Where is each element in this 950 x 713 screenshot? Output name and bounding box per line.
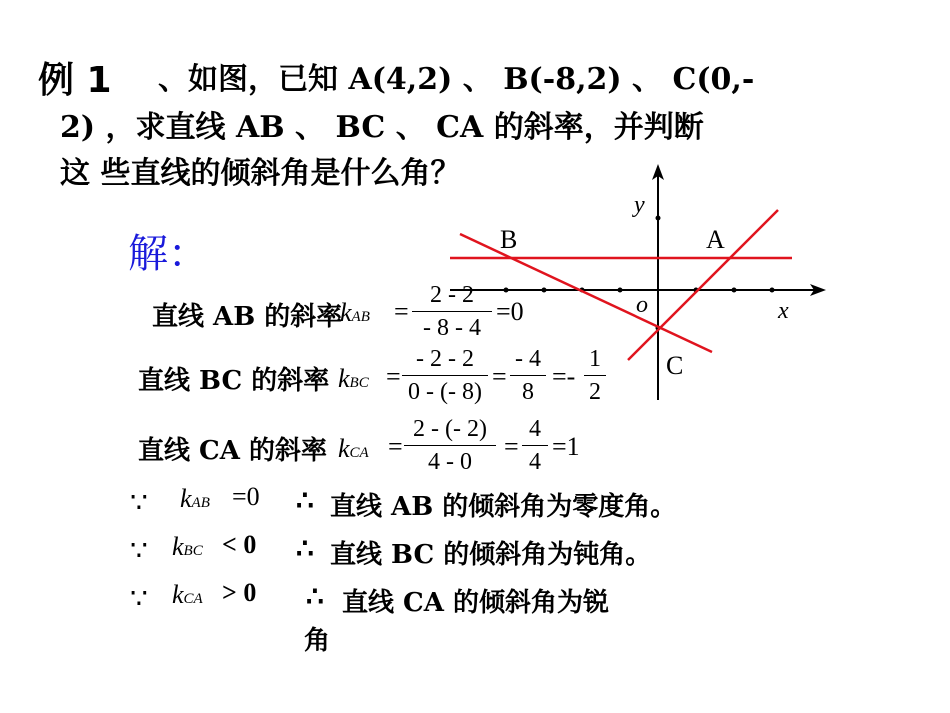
therefore-symbol-3: ∴ — [306, 580, 324, 613]
slope-bc-fraction-2 — [510, 344, 546, 407]
slope-bc-fraction-1 — [402, 344, 488, 407]
slope-bc-numerator-1: - 2 - 2 — [416, 346, 474, 372]
slope-bc-denominator-2: 8 — [522, 379, 534, 405]
slope-bc-equals-3: =- — [552, 362, 576, 391]
slope-ca-denominator-2: 4 — [529, 449, 541, 475]
point-b-label: B — [500, 225, 518, 254]
slope-bc-equals-2: = — [492, 362, 507, 391]
slope-bc-denominator-1: 0 - (- 8) — [408, 379, 482, 405]
slope-ab-denominator: - 8 - 4 — [423, 315, 481, 341]
slope-bc-fraction-3 — [584, 344, 606, 407]
slope-bc-numerator-3: 1 — [589, 346, 601, 372]
slope-ca-numerator-1: 2 - (- 2) — [413, 416, 487, 442]
slope-bc-equals: = — [386, 362, 401, 391]
slope-bc-denominator-3: 2 — [589, 379, 601, 405]
conclusion-3-relation: > 0 — [222, 578, 257, 607]
slope-bc-k: kBC — [338, 364, 369, 393]
point-c-label: C — [666, 351, 684, 380]
conclusion-3-text: 直线 CA 的倾斜角为锐 — [342, 588, 609, 618]
conclusion-1-k: kAB — [180, 484, 210, 513]
y-axis-label: y — [634, 192, 645, 218]
conclusion-2-k: kBC — [172, 532, 203, 561]
solution-label: 解： — [128, 231, 208, 277]
line-bc — [460, 234, 712, 352]
slope-ca-denominator-1: 4 - 0 — [428, 449, 472, 475]
slope-ab-equals: = — [394, 297, 409, 326]
because-symbol-2: ∵ — [130, 534, 148, 567]
problem-line-2: 2) ，求直线 AB 、 BC 、 CA 的斜率，并判断 — [60, 110, 704, 145]
slope-ab-label: 直线 AB 的斜率 — [152, 302, 343, 332]
slope-ca-k: kCA — [338, 434, 369, 463]
conclusion-2-text: 直线 BC 的倾斜角为钝角。 — [330, 540, 652, 570]
conclusion-3-k: kCA — [172, 580, 203, 609]
slope-bc-label: 直线 BC 的斜率 — [138, 366, 330, 396]
slope-ca-fraction-2 — [522, 414, 548, 477]
slope-ab-numerator: 2 - 2 — [430, 282, 474, 308]
conclusion-2-relation: < 0 — [222, 530, 257, 559]
therefore-symbol-2: ∴ — [296, 532, 314, 565]
slope-ca-numerator-2: 4 — [529, 416, 541, 442]
problem-line-1: 、如图，已知 A(4,2) 、 B(-8,2) 、 C(0,- — [158, 62, 755, 97]
conclusion-1-text: 直线 AB 的倾斜角为零度角。 — [330, 492, 677, 522]
slope-ca-result: =1 — [552, 432, 580, 461]
slope-bc-numerator-2: - 4 — [515, 346, 541, 372]
slope-ab-k: kAB — [340, 298, 370, 327]
conclusion-1-relation: =0 — [232, 482, 260, 511]
slope-ca-fraction-1 — [404, 414, 496, 477]
x-axis-label: x — [778, 298, 789, 324]
slope-ca-equals: = — [388, 432, 403, 461]
origin-label: o — [636, 292, 648, 318]
line-ca — [628, 210, 778, 360]
slope-ca-label: 直线 CA 的斜率 — [138, 436, 327, 466]
therefore-symbol-1: ∴ — [296, 484, 314, 517]
slope-ca-equals-2: = — [504, 432, 519, 461]
slope-ab-result: =0 — [496, 297, 524, 326]
conclusion-3-text-cont: 角 — [304, 626, 331, 656]
point-a-label: A — [706, 225, 725, 254]
problem-line-3: 这 些直线的倾斜角是什么角？ — [60, 156, 461, 191]
slope-ab-fraction — [412, 280, 492, 343]
example-tag: 例 1 — [38, 60, 112, 101]
because-symbol-1: ∵ — [130, 486, 148, 519]
because-symbol-3: ∵ — [130, 582, 148, 615]
